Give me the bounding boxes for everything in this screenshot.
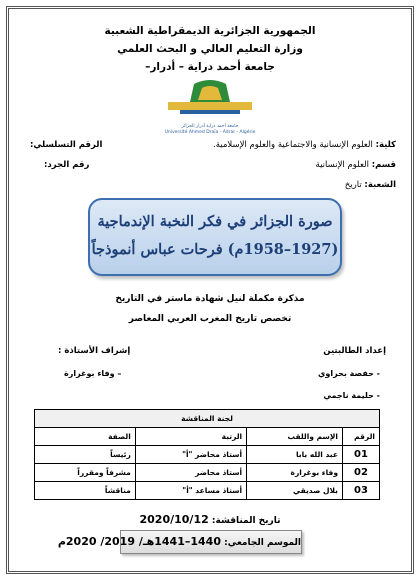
row-rank: أستاذ محاضر "أ": [135, 446, 246, 464]
department-value: العلوم الإنسانية: [315, 160, 370, 170]
row-name: عبد الله بابا: [247, 446, 343, 464]
header-role: الصفة: [35, 428, 136, 446]
header-name: الإسم واللقب: [247, 428, 343, 446]
republic-line: الجمهورية الجزائرية الديمقراطية الشعبية: [104, 25, 316, 37]
department-row: [316, 160, 396, 170]
logo-caption-ar: جامعة أحمد دراية أدرار الجزائر: [181, 124, 239, 129]
committee-table: [34, 409, 380, 500]
logo-base-band: [168, 102, 252, 110]
row-number: 02: [343, 464, 380, 482]
faculty-label: كلية:: [375, 140, 396, 150]
table-row: [35, 464, 380, 482]
logo-caption-en: Université Ahmed Draïa - Adrar - Algérie: [164, 130, 256, 135]
row-role: مشرفاً ومقرراً: [35, 464, 136, 482]
university-line: جامعة أحمد دراية – أدرار–: [145, 61, 275, 73]
logo-stripe: [180, 110, 240, 114]
faculty-value: العلوم الإنسانية والاجتماعية والعلوم الإسلامية.: [213, 140, 373, 150]
supervisor-name: – وفاء بوغرارة: [64, 369, 122, 378]
header-number: الرقم: [343, 428, 380, 446]
institution-header: [0, 22, 420, 76]
season-label: الموسم الجامعي:: [224, 538, 301, 548]
committee-header-row: [35, 428, 380, 446]
academic-season-box: [57, 530, 302, 554]
logo-caption: [150, 124, 270, 136]
discussion-date-value: 2020/10/12: [139, 513, 209, 526]
branch-value: تاريخ: [344, 180, 362, 190]
season-value: 1440–1441هـ/ 2019/ 2020م: [57, 535, 221, 548]
thesis-title-box: [88, 198, 342, 276]
university-logo-icon: [160, 74, 260, 122]
discussion-date: [0, 513, 420, 526]
branch-label: الشعبة:: [364, 180, 396, 190]
row-number: 03: [343, 482, 380, 500]
thesis-purpose-line: مذكرة مكملة لنيل شهادة ماستر في التاريخ: [115, 294, 305, 304]
discussion-date-label: تاريخ المناقشة:: [211, 516, 281, 526]
student-2: - حليمة ناجمي: [323, 391, 380, 400]
row-name: بلال صديقي: [247, 482, 343, 500]
branch-row: [345, 180, 396, 190]
committee-caption: لجنة المناقشة: [35, 410, 380, 428]
student-1: - حفصة بحراوي: [318, 369, 380, 378]
prepared-by-label: إعداد الطالبتين: [323, 346, 386, 356]
row-role: رئيساً: [35, 446, 136, 464]
row-rank: أستاذ مساعد "أ": [135, 482, 246, 500]
thesis-title-line-2: (1927–1958م) فرحات عباس أنموذجاً: [91, 241, 339, 258]
department-label: قسم:: [371, 160, 396, 170]
row-name: وفاء بوغرارة: [247, 464, 343, 482]
inventory-number-label: رقم الجرد:: [44, 160, 90, 170]
header-rank: الرتبة: [135, 428, 246, 446]
table-row: [35, 482, 380, 500]
row-rank: أستاذ محاضر: [135, 464, 246, 482]
row-role: مناقشاً: [35, 482, 136, 500]
thesis-specialty-line: تخصص تاريخ المغرب العربي المعاصر: [128, 314, 292, 324]
faculty-row: [213, 140, 396, 150]
thesis-title-line-1: صورة الجزائر في فكر النخبة الإندماجية: [97, 213, 333, 230]
supervision-label: إشراف الأستاذة :: [58, 346, 131, 356]
ministry-line: وزارة التعليم العالي و البحث العلمي: [117, 43, 303, 55]
serial-number-label: الرقم التسلسلي:: [30, 140, 103, 150]
row-number: 01: [343, 446, 380, 464]
table-row: [35, 446, 380, 464]
